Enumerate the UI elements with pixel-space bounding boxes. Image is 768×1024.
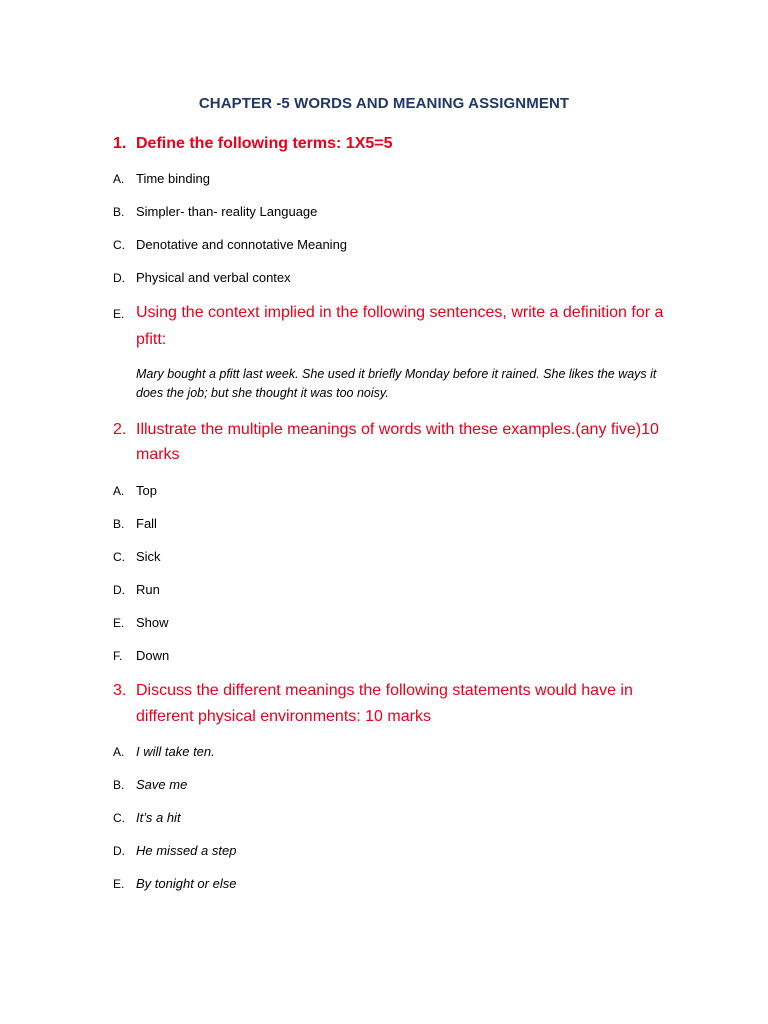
question-2-prompt-line1: Illustrate the multiple meanings of words with these examples.(any five)10 [136, 421, 659, 438]
question-3-prompt-line2: different physical environments: 10 marks [136, 708, 431, 725]
q3-item-text: Save me [136, 777, 188, 792]
q3-item-text: He missed a step [136, 843, 237, 858]
q3-item-text: It’s a hit [136, 810, 181, 825]
q2-item-text: Show [136, 615, 169, 630]
q1-item-text: Simpler- than- reality Language [136, 204, 318, 219]
page-title: CHAPTER -5 WORDS AND MEANING ASSIGNMENT [198, 95, 570, 112]
question-2-number: 2. [113, 421, 127, 438]
q3-item-letter: C. [113, 811, 125, 825]
q2-item-text: Top [136, 483, 157, 498]
q3-item-text: By tonight or else [136, 876, 237, 891]
question-1-number: 1. [113, 135, 127, 152]
q1-item-text: Physical and verbal contex [136, 270, 291, 285]
q2-item-text: Down [136, 648, 170, 663]
q2-item-letter: B. [113, 517, 125, 531]
q3-item-text: I will take ten. [136, 744, 215, 759]
q1-item-letter: E. [113, 307, 125, 321]
q2-item-text: Sick [136, 549, 161, 564]
q3-item-letter: E. [113, 877, 125, 891]
q3-item-letter: D. [113, 844, 125, 858]
q1-item-letter: B. [113, 205, 125, 219]
q1-item-letter: D. [113, 271, 125, 285]
quote-line-1: Mary bought a pfitt last week. She used it briefly Monday before it rained. She likes the ways it [136, 367, 657, 381]
q3-item-letter: A. [113, 745, 125, 759]
q1-item-letter: A. [113, 172, 125, 186]
question-1-prompt: Define the following terms: 1X5=5 [136, 135, 393, 152]
q2-item-letter: C. [113, 550, 125, 564]
q2-item-letter: A. [113, 484, 125, 498]
q2-item-text: Run [136, 582, 160, 597]
q1-item-text: Time binding [136, 171, 210, 186]
q1-item-e-prompt-line2: pfitt: [136, 331, 167, 348]
question-3-number: 3. [113, 682, 127, 699]
question-2-prompt-line2: marks [136, 446, 180, 463]
question-3-prompt-line1: Discuss the different meanings the following statements would have in [136, 682, 633, 699]
q1-item-e-prompt-line1: Using the context implied in the following sentences, write a definition for a [136, 304, 664, 321]
q3-item-letter: B. [113, 778, 125, 792]
q1-item-letter: C. [113, 238, 125, 252]
q2-item-letter: F. [113, 649, 123, 663]
quote-line-2: does the job; but she thought it was too noisy. [136, 386, 389, 400]
q2-item-letter: E. [113, 616, 125, 630]
q2-item-text: Fall [136, 516, 157, 531]
q1-item-text: Denotative and connotative Meaning [136, 237, 348, 252]
q2-item-letter: D. [113, 583, 125, 597]
